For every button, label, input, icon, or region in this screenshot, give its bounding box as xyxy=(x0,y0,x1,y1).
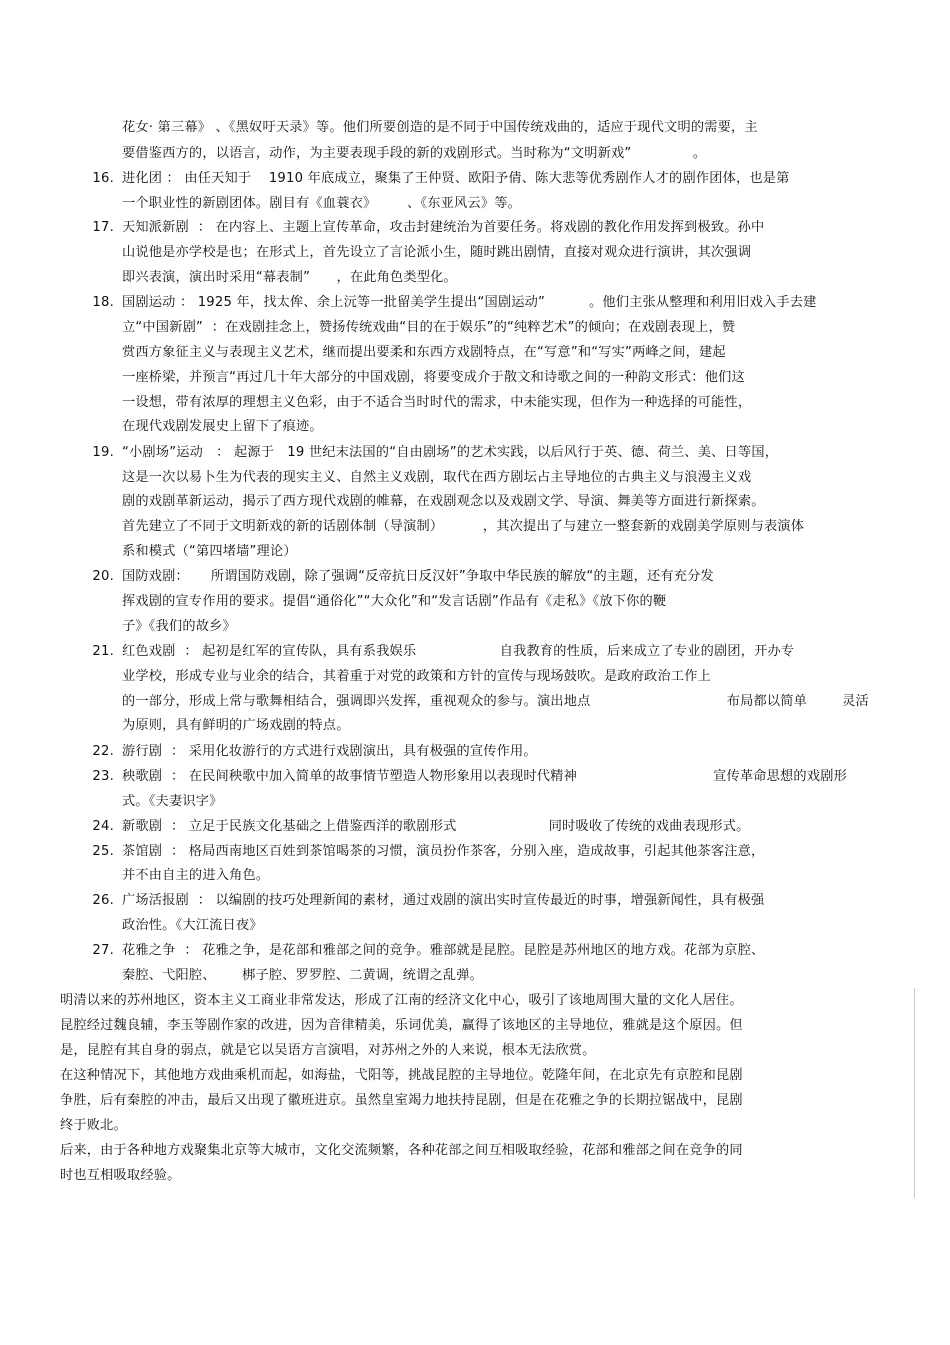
entry-number: 21. xyxy=(92,644,114,659)
entry-number: 16. xyxy=(92,171,114,186)
entry-line: 国防戏剧： 所谓国防戏剧，除了强调“反帝抗日反汉奸”争取中华民族的解放“的主题，还有充分发 xyxy=(122,569,714,584)
entry-line: 花女· 第三幕》 、《黑奴吁天录》等。他们所要创造的是不同于中国传统戏曲的，适应于现代文明的需要，主 xyxy=(122,120,758,135)
entry-line: 系和模式（“第四堵墙”理论） xyxy=(122,544,297,559)
entry-line: 国剧运动 ： 1925 年，找太侔、余上沅等一批留美学生提出“国剧运动” 。他们主张从整理和利用旧戏入手去建 xyxy=(122,295,817,310)
entry-line: 游行剧 ： 采用化妆游行的方式进行戏剧演出，具有极强的宣传作用。 xyxy=(122,744,537,759)
entry-line: 广场活报剧 ： 以编剧的技巧处理新闻的素材，通过戏剧的演出实时宣传最近的时事，增强新闻性，具有极强 xyxy=(122,893,765,908)
paragraph-line: 后来，由于各种地方戏聚集北京等大城市，文化交流频繁，各种花部之间互相吸取经验，花部和雅部之间在竞争的同 xyxy=(60,1143,743,1158)
entry-line: 挥戏剧的宣专作用的要求。提倡“通俗化”“大众化”和“发言话剧”作品有《走私》《放下你的鞭 xyxy=(122,594,667,609)
paragraph-line: 明清以来的苏州地区，资本主义工商业非常发达，形成了江南的经济文化中心，吸引了该地周围大量的文化人居住。 xyxy=(60,993,743,1008)
entry-number: 22. xyxy=(92,744,114,759)
entry-line: 业学校，形成专业与业余的结合，其着重于对党的政策和方针的宣传与现场鼓吹。是政府政治工作上 xyxy=(122,669,712,684)
entry-line: 首先建立了不同于文明新戏的新的话剧体制（导演制） ，其次提出了与建立一整套新的戏剧美学原则与表演体 xyxy=(122,519,805,534)
entry-line: 的一部分，形成上常与歌舞相结合，强调即兴发挥，重视观众的参与。演出地点 布局都以简单 灵活 xyxy=(122,694,869,709)
entry-line: 新歌剧 ： 立足于民族文化基础之上借鉴西洋的歌剧形式 同时吸收了传统的戏曲表现形式。 xyxy=(122,819,750,834)
entry-line: 赏西方象征主义与表现主义艺术，继而提出要柔和东西方戏剧特点，在“写意”和“写实”两峰之间，建起 xyxy=(122,345,726,360)
paragraph-line: 时也互相吸取经验。 xyxy=(60,1168,181,1183)
entry-line: 这是一次以易卜生为代表的现实主义、自然主义戏剧，取代在西方剧坛占主导地位的古典主义与浪漫主义戏 xyxy=(122,470,752,485)
entry-line: 山说他是亦学校是也；在形式上，首先设立了言论派小生，随时跳出剧情，直接对观众进行演讲，其次强调 xyxy=(122,245,752,260)
paragraph-line: 终于败北。 xyxy=(60,1118,127,1133)
entry-number: 20. xyxy=(92,569,114,584)
entry-line: 花雅之争 ： 花雅之争，是花部和雅部之间的竞争。雅部就是昆腔。昆腔是苏州地区的地方戏。花部为京腔、 xyxy=(122,943,765,958)
entry-number: 17. xyxy=(92,220,114,235)
entry-line: 为原则，具有鲜明的广场戏剧的特点。 xyxy=(122,718,350,733)
entry-line: 天知派新剧 ： 在内容上、主题上宣传革命，攻击封建统治为首要任务。将戏剧的教化作用发挥到极致。孙中 xyxy=(122,220,765,235)
entry-line: 即兴表演，演出时采用“幕表制” ，在此角色类型化。 xyxy=(122,270,457,285)
entry-line: 并不由自主的进入角色。 xyxy=(122,868,270,883)
text-box-border xyxy=(914,988,915,1198)
entry-number: 23. xyxy=(92,769,114,784)
entry-number: 18. xyxy=(92,295,114,310)
entry-number: 26. xyxy=(92,893,114,908)
entry-line: 要借鉴西方的，以语言，动作，为主要表现手段的新的戏剧形式。当时称为“文明新戏” 。 xyxy=(122,146,707,161)
entry-line: 剧的戏剧革新运动，揭示了西方现代戏剧的帷幕，在戏剧观念以及戏剧文学、导演、舞美等方面进行新探索。 xyxy=(122,494,765,509)
entry-line: 秦腔、弋阳腔、 梆子腔、罗罗腔、二黄调，统谓之乱弹。 xyxy=(122,968,484,983)
entry-line: 一设想，带有浓厚的理想主义色彩，由于不适合当时时代的需求，中未能实现，但作为一种选择的可能性， xyxy=(122,395,752,410)
paragraph-line: 争胜，后有秦腔的冲击，最后又出现了徽班进京。虽然皇室竭力地扶持昆剧，但是在花雅之争的长期拉锯战中，昆剧 xyxy=(60,1093,743,1108)
entry-line: 子》《我们的故乡》 xyxy=(122,619,236,634)
entry-line: 立“中国新剧” ：在戏剧挂念上，赞扬传统戏曲“目的在于娱乐”的“纯粹艺术”的倾向；在戏剧表现上，赞 xyxy=(122,320,736,335)
entry-number: 24. xyxy=(92,819,114,834)
paragraph-line: 在这种情况下，其他地方戏曲乘机而起，如海盐，弋阳等，挑战昆腔的主导地位。乾隆年间，在北京先有京腔和昆剧 xyxy=(60,1068,743,1083)
entry-line: “小剧场”运动 ： 起源于 19 世纪末法国的“自由剧场”的艺术实践，以后风行于英、德、荷兰、美、日等国， xyxy=(122,445,779,460)
entry-line: 一座桥梁，并预言“再过几十年大部分的中国戏剧，将要变成介于散文和诗歌之间的一种韵文形式：他们这 xyxy=(122,370,745,385)
paragraph-line: 昆腔经过魏良辅，李玉等剧作家的改进，因为音律精美，乐词优美，赢得了该地区的主导地位，雅就是这个原因。但 xyxy=(60,1018,743,1033)
entry-number: 27. xyxy=(92,943,114,958)
entry-line: 进化团 ： 由任天知于 1910 年底成立，聚集了王仲贤、欧阳予倩、陈大悲等优秀剧作人才的剧作团体，也是第 xyxy=(122,171,790,186)
entry-number: 25. xyxy=(92,844,114,859)
entry-line: 茶馆剧 ： 格局西南地区百姓到茶馆喝茶的习惯，演员扮作茶客，分别入座，造成故事，引起其他茶客注意， xyxy=(122,844,765,859)
entry-line: 一个职业性的新剧团体。剧目有《血蓑衣》 、《东亚风云》等。 xyxy=(122,196,521,211)
entry-number: 19. xyxy=(92,445,114,460)
entry-line: 红色戏剧 ： 起初是红军的宣传队，具有系我娱乐 自我教育的性质，后来成立了专业的剧团，开办专 xyxy=(122,644,795,659)
entry-line: 秧歌剧 ： 在民间秧歌中加入简单的故事情节塑造人物形象用以表现时代精神 宣传革命思想的戏剧形 xyxy=(122,769,847,784)
entry-line: 政治性。《大江流日夜》 xyxy=(122,918,263,933)
entry-line: 在现代戏剧发展史上留下了痕迹。 xyxy=(122,419,323,434)
entry-line: 式。《夫妻识字》 xyxy=(122,794,223,809)
paragraph-line: 是，昆腔有其自身的弱点，就是它以吴语方言演唱，对苏州之外的人来说，根本无法欣赏。 xyxy=(60,1043,596,1058)
